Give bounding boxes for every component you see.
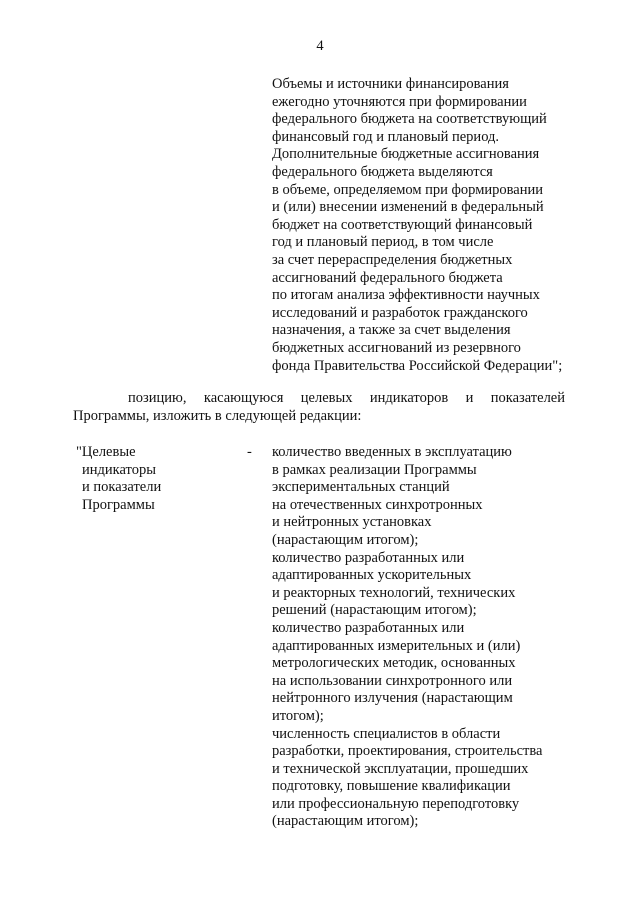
text-line: (нарастающим итогом); — [272, 531, 419, 548]
text-line: за счет перераспределения бюджетных — [272, 251, 513, 268]
text-line: бюджетных ассигнований из резервного — [272, 339, 521, 356]
text-line: количество введенных в эксплуатацию — [272, 444, 512, 460]
text-line: количество разработанных или — [272, 549, 465, 566]
text-line: адаптированных измерительных и (или) — [272, 637, 521, 654]
text-line: Объемы и источники финансирования — [272, 76, 509, 92]
label-line: "Целевые — [76, 444, 136, 460]
text-line: и (или) внесении изменений в федеральный — [272, 199, 544, 216]
text-line: и нейтронных установках — [272, 514, 432, 531]
text-line: (нарастающим итогом); — [272, 813, 419, 830]
text-line: федерального бюджета на соответствующий — [272, 111, 547, 128]
text-line: фонда Правительства Российской Федерации"; — [272, 357, 563, 374]
text-line: Программы, изложить в следующей редакции: — [73, 407, 362, 424]
text-line: в рамках реализации Программы — [272, 461, 477, 478]
text-line: экспериментальных станций — [272, 479, 450, 496]
text-line: решений (нарастающим итогом); — [272, 602, 477, 619]
label-line: и показатели — [82, 479, 162, 496]
text-line: Дополнительные бюджетные ассигнования — [272, 146, 540, 163]
text-line: нейтронного излучения (нарастающим — [272, 690, 513, 707]
text-line: подготовку, повышение квалификации — [272, 778, 511, 795]
text-line: итогом); — [272, 707, 324, 724]
text-line: разработки, проектирования, строительства — [272, 743, 543, 760]
text-line: адаптированных ускорительных — [272, 567, 472, 584]
text-line: позицию, касающуюся целевых индикаторов и показателей — [128, 390, 565, 406]
page-number: 4 — [316, 38, 324, 54]
text-line: исследований и разработок гражданского — [272, 304, 528, 321]
indicators-paragraph — [272, 444, 542, 831]
text-line: ежегодно уточняются при формировании — [272, 93, 527, 110]
label-dash: - — [247, 444, 252, 460]
text-line: или профессиональную переподготовку — [272, 795, 520, 812]
text-line: по итогам анализа эффективности научных — [272, 287, 540, 304]
text-line: и технической эксплуатации, прошедших — [272, 760, 529, 777]
section-label — [76, 444, 161, 514]
text-line: количество разработанных или — [272, 619, 465, 636]
text-line: на использовании синхротронного или — [272, 672, 513, 689]
intro-paragraph — [73, 390, 565, 425]
text-line: бюджет на соответствующий финансовый — [272, 216, 533, 233]
text-line: на отечественных синхротронных — [272, 496, 483, 513]
text-line: ассигнований федерального бюджета — [272, 269, 503, 286]
text-line: год и плановый период, в том числе — [272, 234, 494, 251]
label-line: Программы — [82, 496, 155, 513]
label-line: индикаторы — [82, 461, 156, 478]
text-line: и реакторных технологий, технических — [272, 584, 516, 601]
text-line: численность специалистов в области — [272, 725, 501, 742]
text-line: назначения, а также за счет выделения — [272, 322, 511, 339]
text-line: в объеме, определяемом при формировании — [272, 181, 544, 198]
text-line: федерального бюджета выделяются — [272, 163, 493, 180]
text-line: финансовый год и плановый период. — [272, 128, 500, 145]
text-line: метрологических методик, основанных — [272, 655, 516, 672]
financing-paragraph — [272, 76, 562, 375]
